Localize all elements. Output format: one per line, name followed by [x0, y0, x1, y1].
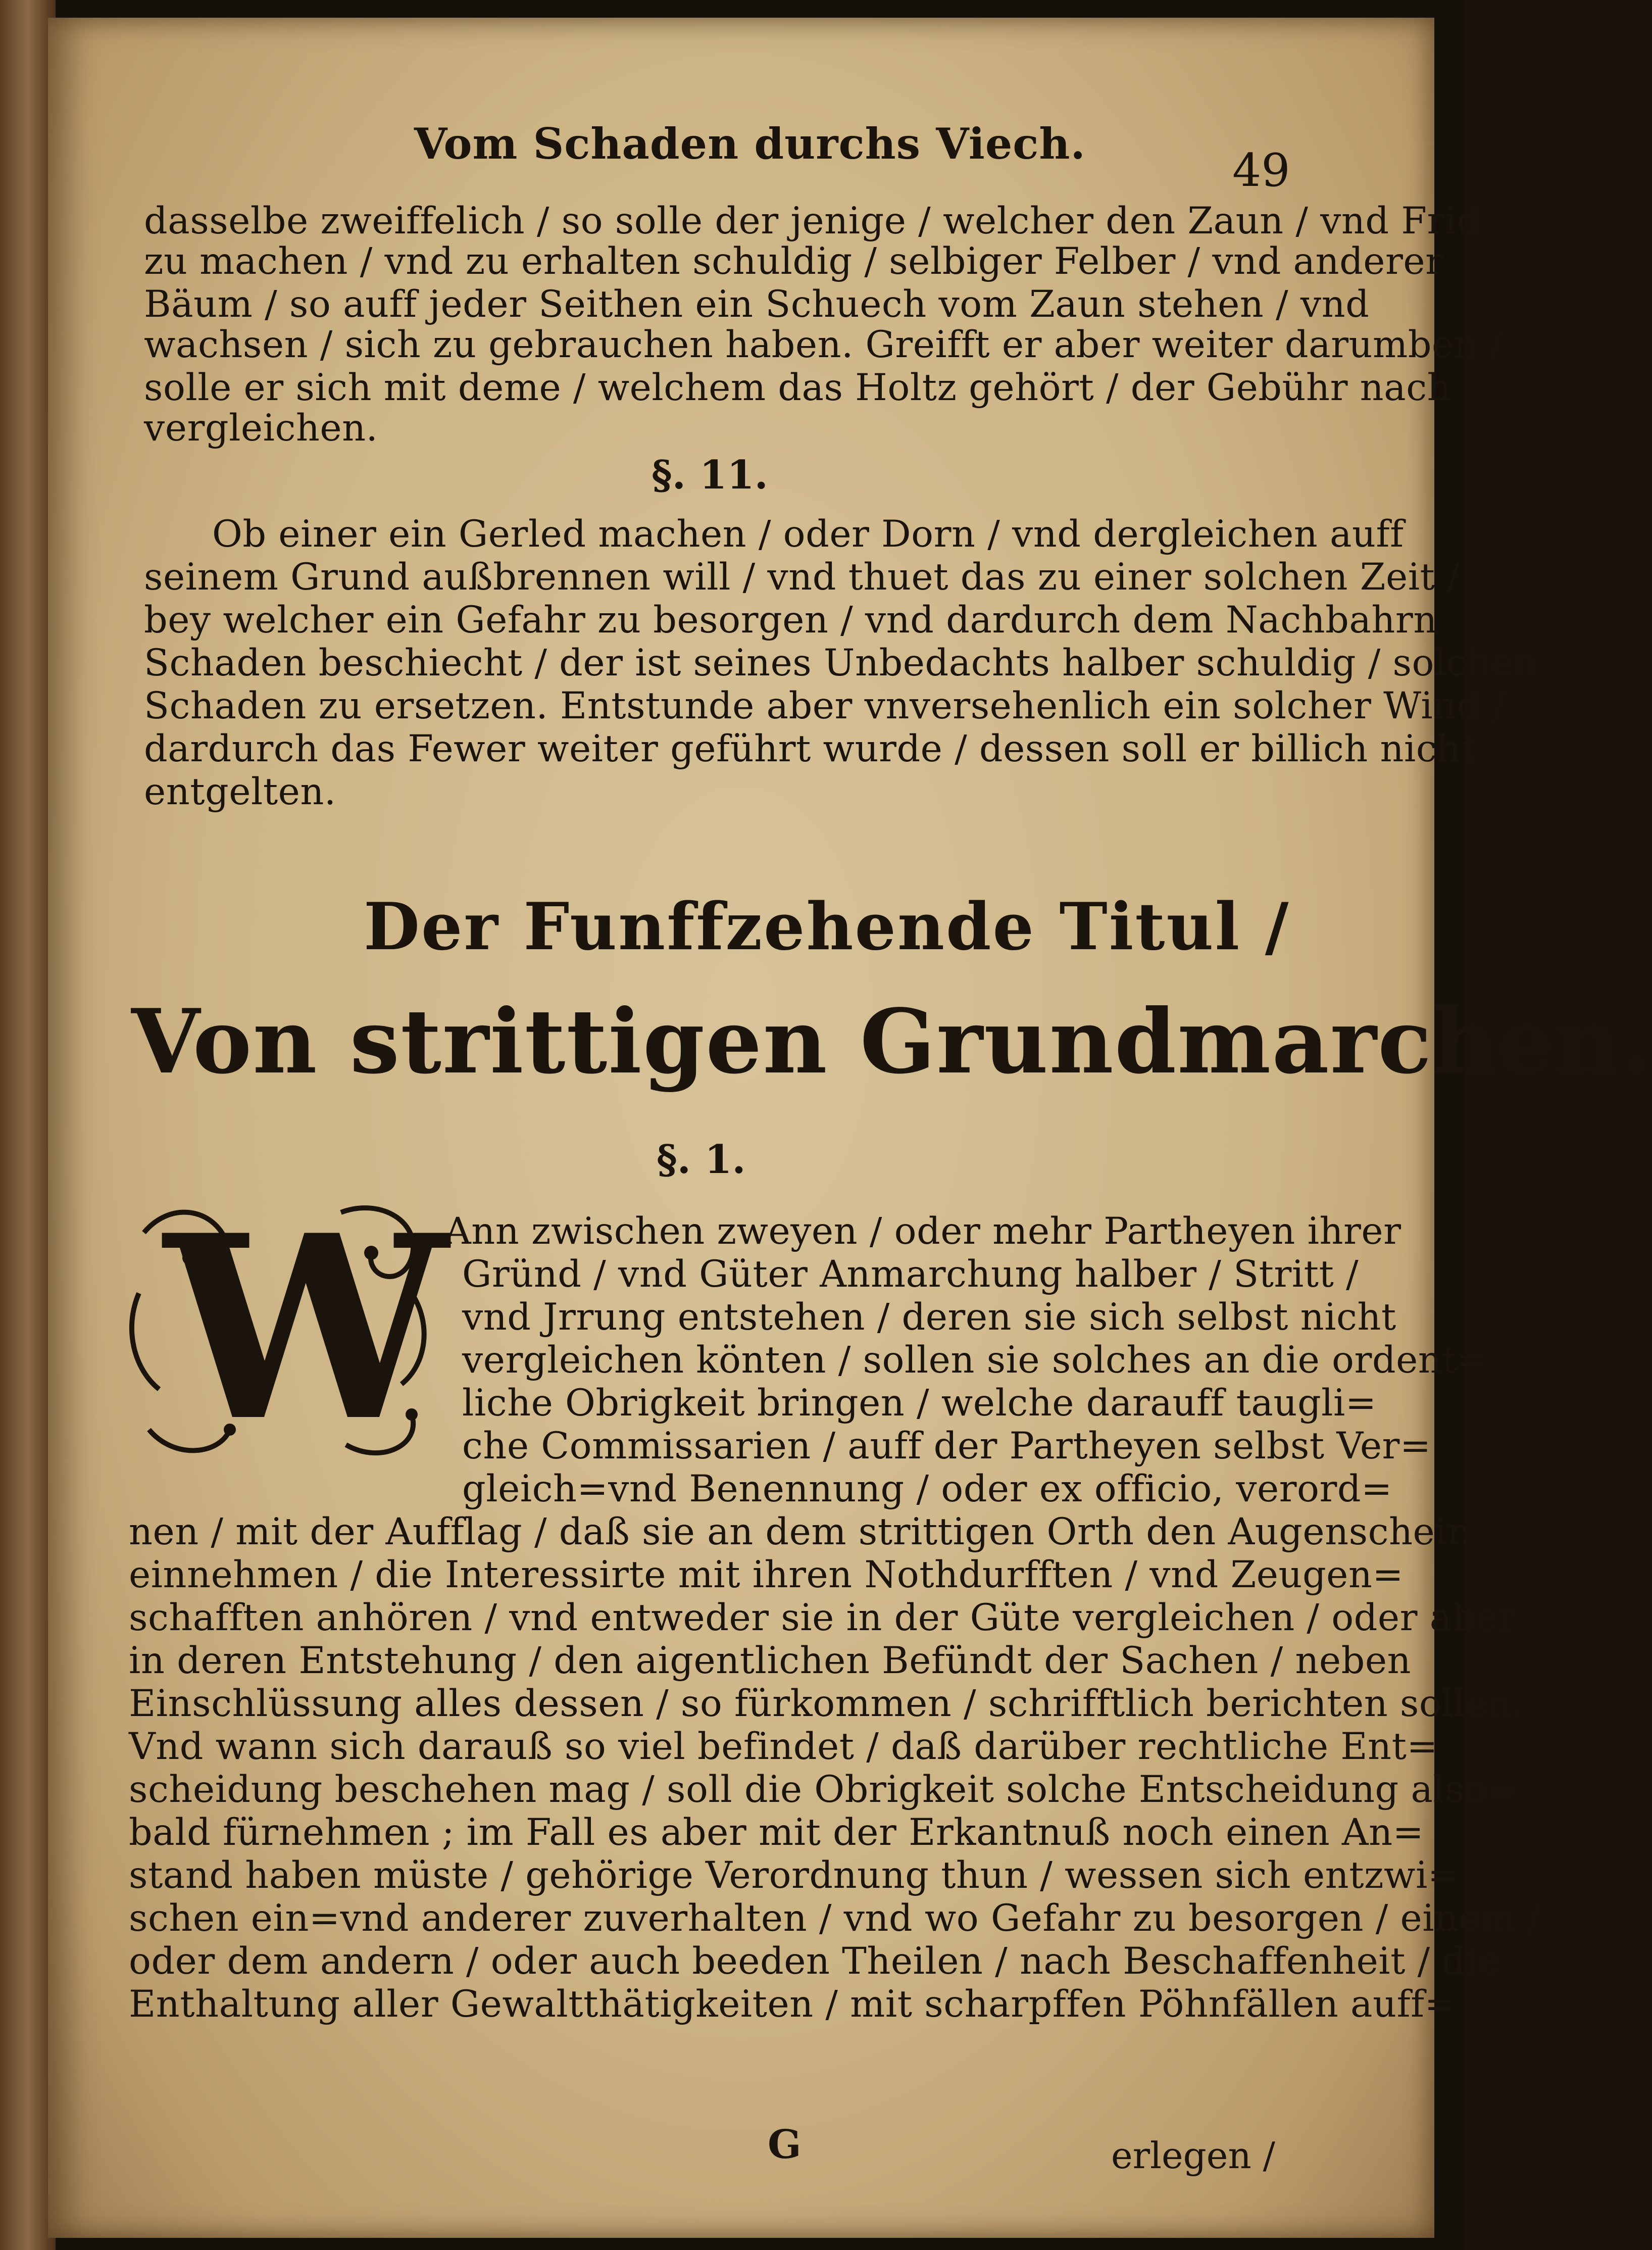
- text-line: oder dem andern / oder auch beeden Theilen / nach Beschaffenheit / die: [129, 1940, 1500, 1983]
- text-line: vergleichen könten / sollen sie solches an die ordent=: [462, 1339, 1488, 1382]
- text-line: che Commissarien / auff der Partheyen selbst Ver=: [462, 1425, 1431, 1468]
- text-line: stand haben müste / gehörige Verordnung thun / wessen sich entzwi=: [129, 1854, 1459, 1897]
- text-line: entgelten.: [144, 770, 336, 813]
- text-line: nen / mit der Aufflag / daß sie an dem strittigen Orth den Augenschein: [129, 1510, 1471, 1553]
- text-line: liche Obrigkeit bringen / welche darauff taugli=: [462, 1382, 1377, 1425]
- text-line: Bäum / so auff jeder Seithen ein Schuech vom Zaun stehen / vnd: [144, 283, 1370, 326]
- text-line: zu machen / vnd zu erhalten schuldig / selbiger Felber / vnd anderer: [144, 240, 1443, 283]
- text-line: Ann zwischen zweyen / oder mehr Partheyen ihrer: [444, 1210, 1401, 1253]
- text-line: einnehmen / die Interessirte mit ihren Nothdurfften / vnd Zeugen=: [129, 1553, 1404, 1596]
- text-line: wachsen / sich zu gebrauchen haben. Greifft er aber weiter darumben /: [144, 323, 1503, 366]
- section-heading: §. 11.: [652, 452, 768, 498]
- text-line: gleich=vnd Benennung / oder ex officio, verord=: [462, 1468, 1392, 1510]
- page-number: 49: [1232, 144, 1290, 197]
- text-line: Schaden beschiecht / der ist seines Unbedachts halber schuldig / solchen: [144, 642, 1537, 684]
- text-line: seinem Grund außbrennen will / vnd thuet das zu einer solchen Zeit /: [144, 556, 1460, 599]
- text-line: bald fürnehmen ; im Fall es aber mit der Erkantnuß noch einen An=: [129, 1811, 1424, 1854]
- signature-mark: G: [768, 2122, 802, 2168]
- text-line: vnd Jrrung entstehen / deren sie sich selbst nicht: [462, 1296, 1396, 1339]
- text-line: Vnd wann sich darauß so viel befindet / daß darüber rechtliche Ent=: [129, 1725, 1438, 1768]
- text-line: dardurch das Fewer weiter geführt wurde / dessen soll er billich nicht: [144, 727, 1476, 770]
- text-line: Enthaltung aller Gewaltthätigkeiten / mit scharpffen Pöhnfällen auff=: [129, 1983, 1456, 2026]
- text-line: bey welcher ein Gefahr zu besorgen / vnd dardurch dem Nachbahrn: [144, 599, 1437, 642]
- text-line: solle er sich mit deme / welchem das Holtz gehört / der Gebühr nach: [144, 366, 1451, 409]
- text-line: Gründ / vnd Güter Anmarchung halber / Stritt /: [462, 1253, 1359, 1296]
- catchword: erlegen /: [1111, 2134, 1275, 2177]
- text-line: schen ein=vnd anderer zuverhalten / vnd wo Gefahr zu besorgen / einem /: [129, 1897, 1540, 1940]
- text-line: vergleichen.: [144, 407, 378, 450]
- running-title: Vom Schaden durchs Viech.: [414, 119, 1086, 169]
- text-line: in deren Entstehung / den aigentlichen Befündt der Sachen / neben: [129, 1639, 1412, 1682]
- chapter-title-line-2: Von strittigen Grundmarchen.: [131, 990, 1652, 1094]
- text-line: schafften anhören / vnd entweder sie in der Güte vergleichen / oder aber: [129, 1596, 1516, 1639]
- text-line: scheidung beschehen mag / soll die Obrigkeit solche Entscheidung also=: [129, 1768, 1518, 1811]
- text-line: Einschlüssung alles dessen / so fürkommen / schrifftlich berichten sollen.: [129, 1682, 1524, 1725]
- chapter-title-line-1: Der Funffzehende Titul /: [364, 889, 1290, 965]
- book-binding-edge: [0, 0, 56, 2250]
- text-line: Ob einer ein Gerled machen / oder Dorn / vnd dergleichen auff: [212, 513, 1404, 556]
- decorated-initial: [129, 1180, 448, 1477]
- initial-letter: W: [164, 1180, 448, 1477]
- text-line: dasselbe zweiffelich / so solle der jenige / welcher den Zaun / vnd Frid: [144, 200, 1481, 242]
- text-line: Schaden zu ersetzen. Entstunde aber vnversehenlich ein solcher Wind /: [144, 684, 1506, 727]
- section-heading: §. 1.: [657, 1137, 746, 1183]
